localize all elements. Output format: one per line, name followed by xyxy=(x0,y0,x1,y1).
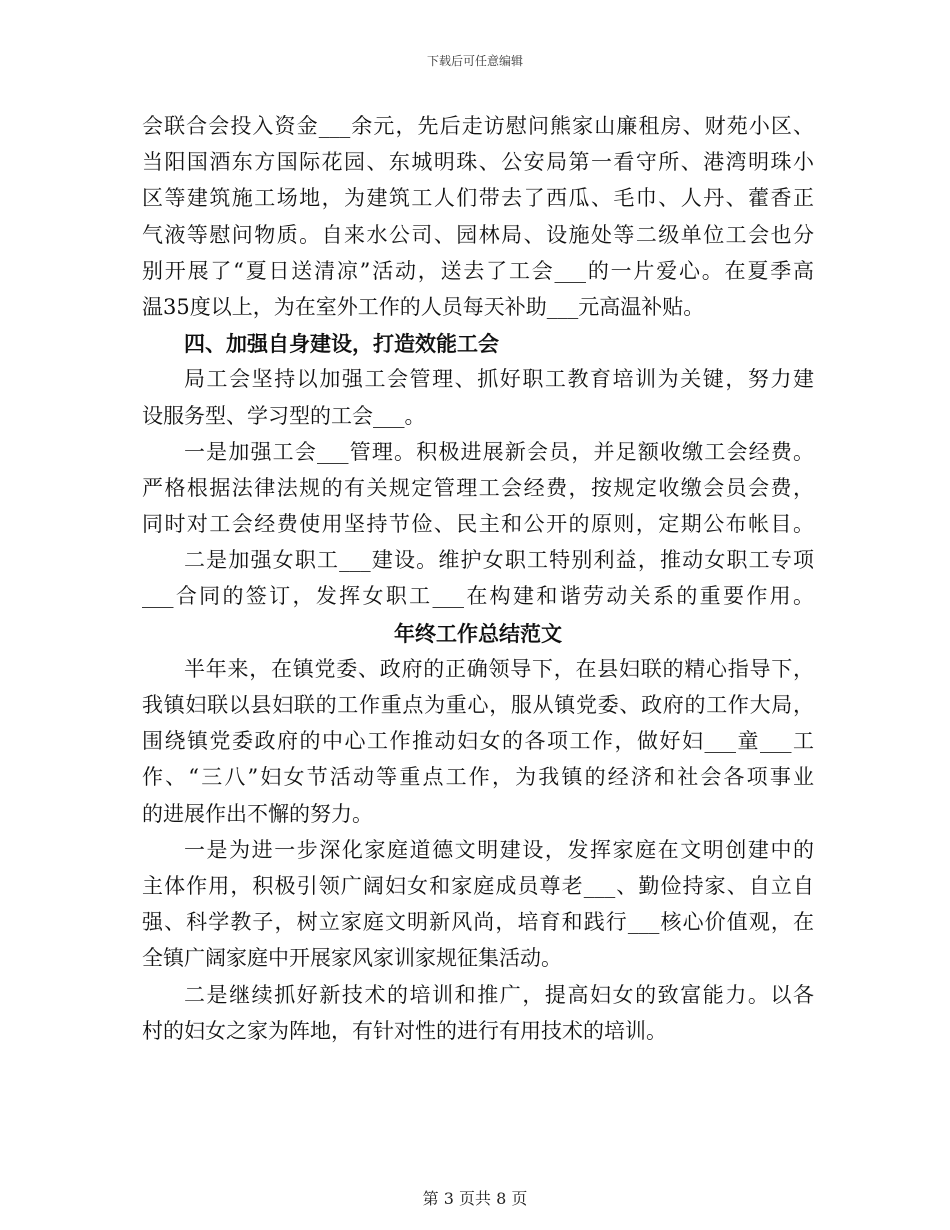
body-line: 严格根据法律法规的有关规定管理工会经费，按规定收缴会员会费， xyxy=(142,475,814,500)
body-line: 别开展了“夏日送清凉”活动，送去了工会___的一片爱心。在夏季高 xyxy=(142,258,814,283)
body-line: 设服务型、学习型的工会___。 xyxy=(142,403,426,428)
body-line: 一是为进一步深化家庭道德文明建设，发挥家庭在文明创建中的 xyxy=(184,837,814,862)
article-title: 年终工作总结范文 xyxy=(394,620,562,646)
body-line: 二是继续抓好新技术的培训和推广，提高妇女的致富能力。以各 xyxy=(184,982,814,1007)
body-line: 当阳国酒东方国际花园、东城明珠、公安局第一看守所、港湾明珠小 xyxy=(142,150,814,175)
body-line: 全镇广阔家庭中开展家风家训家规征集活动。 xyxy=(142,946,562,971)
body-line: 村的妇女之家为阵地，有针对性的进行有用技术的培训。 xyxy=(142,1018,667,1043)
body-line: 同时对工会经费使用坚持节俭、民主和公开的原则，定期公布帐目。 xyxy=(142,512,814,537)
body-line: 作、“三八”妇女节活动等重点工作，为我镇的经济和社会各项事业 xyxy=(142,765,814,790)
body-line: 温35度以上，为在室外工作的人员每天补助___元高温补贴。 xyxy=(142,294,705,319)
page-header: 下载后可任意编辑 xyxy=(426,54,523,68)
body-line: 一是加强工会___管理。积极进展新会员，并足额收缴工会经费。 xyxy=(184,439,814,464)
body-line: 局工会坚持以加强工会管理、抓好职工教育培训为关键，努力建 xyxy=(184,367,814,392)
section-heading: 四、加强自身建设，打造效能工会 xyxy=(184,331,499,357)
body-line: 半年来，在镇党委、政府的正确领导下，在县妇联的精心指导下， xyxy=(184,656,814,681)
body-line: ___合同的签订，发挥女职工___在构建和谐劳动关系的重要作用。 xyxy=(142,584,814,609)
body-line: 我镇妇联以县妇联的工作重点为重心，服从镇党委、政府的工作大局， xyxy=(142,693,814,717)
body-line: 强、科学教子，树立家庭文明新风尚，培育和践行___核心价值观，在 xyxy=(142,910,814,935)
body-line: 二是加强女职工___建设。维护女职工特别利益，推动女职工专项 xyxy=(184,548,814,573)
page-footer: 第 3 页共 8 页 xyxy=(422,1189,528,1208)
body-line: 气液等慰问物质。自来水公司、园林局、设施处等二级单位工会也分 xyxy=(142,222,814,247)
body-line: 主体作用，积极引领广阔妇女和家庭成员尊老___、勤俭持家、自立自 xyxy=(142,873,814,898)
body-line: 区等建筑施工场地，为建筑工人们带去了西瓜、毛巾、人丹、藿香正 xyxy=(142,186,814,211)
body-line: 会联合会投入资金___余元，先后走访慰问熊家山廉租房、财苑小区、 xyxy=(142,114,814,138)
body-line: 围绕镇党委政府的中心工作推动妇女的各项工作，做好妇___童___工 xyxy=(142,729,814,754)
document-body xyxy=(142,112,814,1053)
body-line: 的进展作出不懈的努力。 xyxy=(142,801,373,826)
